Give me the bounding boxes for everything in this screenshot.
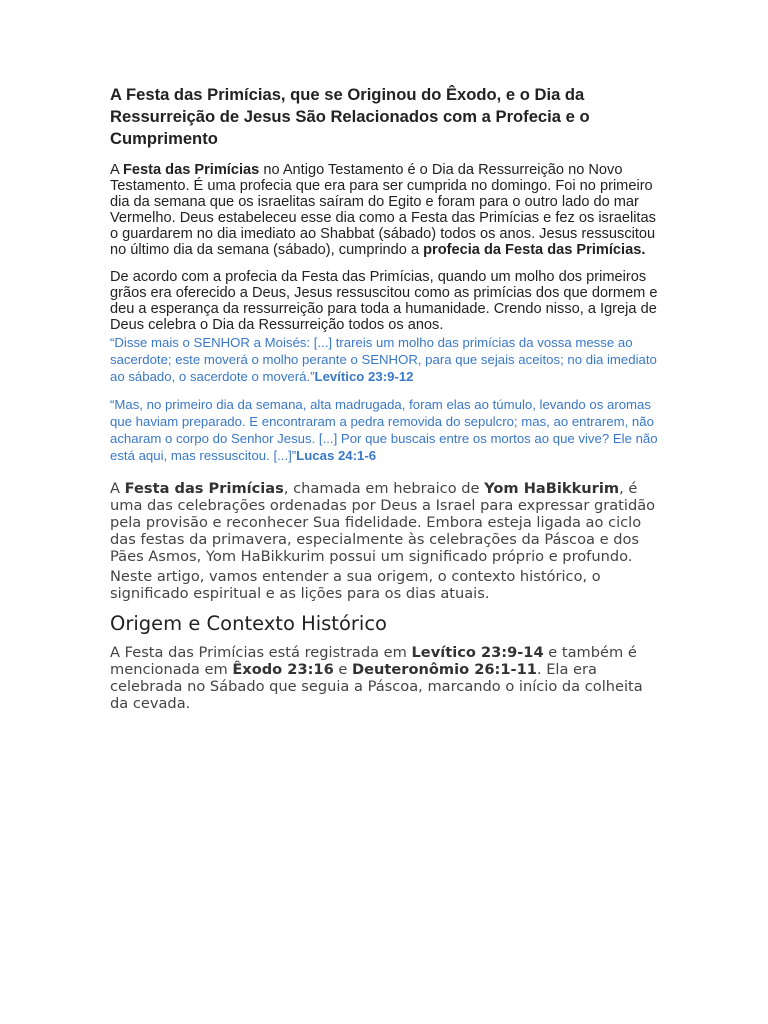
paragraph-prophecy: De acordo com a profecia da Festa das Primícias, quando um molho dos primeiros grãos era oferecido a Deus, Jesus ressuscitou como as primícias dos que dormem e deu a esperança da ressurreição para toda a humanidade. Crendo nisso, a Igreja de Deus celebra o Dia da Ressurreição todos os anos. — [110, 269, 658, 333]
text-span: A — [110, 162, 123, 178]
bold-text: Deuteronômio 26:1-11 — [352, 661, 537, 679]
text-span: . Ela era celebrada no Sábado que seguia a Páscoa, marcando o início da colheita da cevada. — [110, 661, 643, 713]
paragraph-article-overview: Neste artigo, vamos entender a sua origem, o contexto histórico, o significado espiritual e as lições para os dias atuais. — [110, 568, 601, 603]
article-title: A Festa das Primícias, que se Originou do Êxodo, e o Dia da Ressurreição de Jesus São Relacionados com a Profecia e o Cumprimento — [110, 85, 590, 148]
text-span: e — [333, 661, 353, 679]
text-span: A Festa das Primícias está registrada em — [110, 644, 412, 662]
text-span: e também é mencionada em — [110, 644, 637, 679]
bold-text: profecia da Festa das Primícias. — [423, 242, 646, 258]
document-page — [110, 84, 660, 712]
text-span: , é uma das celebrações ordenadas por Deus a Israel para expressar gratidão pela provisão e reconhecer Sua fidelidade. Embora esteja ligada ao ciclo das festas da primavera, especialmente às celebrações da Páscoa e dos Pães Asmos, Yom HaBikkurim possui um significado próprio e profundo. — [110, 480, 656, 566]
paragraph-yom-habikkurim — [110, 480, 660, 565]
text-span: , chamada em hebraico de — [283, 480, 485, 498]
bible-quote-luke — [110, 396, 660, 465]
section-heading-origin: Origem e Contexto Histórico — [110, 612, 387, 636]
paragraph-intro — [110, 162, 660, 258]
paragraph-origin — [110, 644, 660, 712]
quote-reference: Lucas 24:1-6 — [296, 448, 377, 464]
bold-text: Levítico 23:9-14 — [411, 644, 544, 662]
bold-text: Festa das Primícias — [122, 162, 260, 178]
quote-text: “Disse mais o SENHOR a Moisés: [...] trareis um molho das primícias da vossa messe ao sacerdote; este moverá o molho perante o SENHOR, para que sejais aceitos; no dia imediato ao sábado, o sacerdote o moverá.” — [110, 335, 657, 385]
text-span: A — [110, 480, 125, 498]
quote-reference: Levítico 23:9-12 — [314, 369, 414, 385]
bible-quote-leviticus — [110, 334, 660, 386]
bold-text: Festa das Primícias — [124, 480, 284, 498]
bold-text: Êxodo 23:16 — [232, 661, 334, 679]
quote-text: “Mas, no primeiro dia da semana, alta madrugada, foram elas ao túmulo, levando os aromas que haviam preparado. E encontraram a pedra removida do sepulcro; mas, ao entrarem, não acharam o corpo do Senhor Jesus. [...] Por que buscais entre os mortos ao que vive? Ele não está aqui, mas ressuscitou. [...]” — [110, 396, 658, 464]
text-span: no Antigo Testamento é o Dia da Ressurreição no Novo Testamento. É uma profecia que era para ser cumprida no domingo. Foi no primeiro dia da semana que os israelitas saíram do Egito e foram para o outro lado do mar Vermelho. Deus estabeleceu esse dia como a Festa das Primícias e fez os israelitas o guardarem no dia imediato ao Shabbat (sábado) todos os anos. Jesus ressuscitou no último dia da semana (sábado), cumprindo a — [110, 162, 656, 258]
bold-text: Yom HaBikkurim — [484, 480, 620, 498]
